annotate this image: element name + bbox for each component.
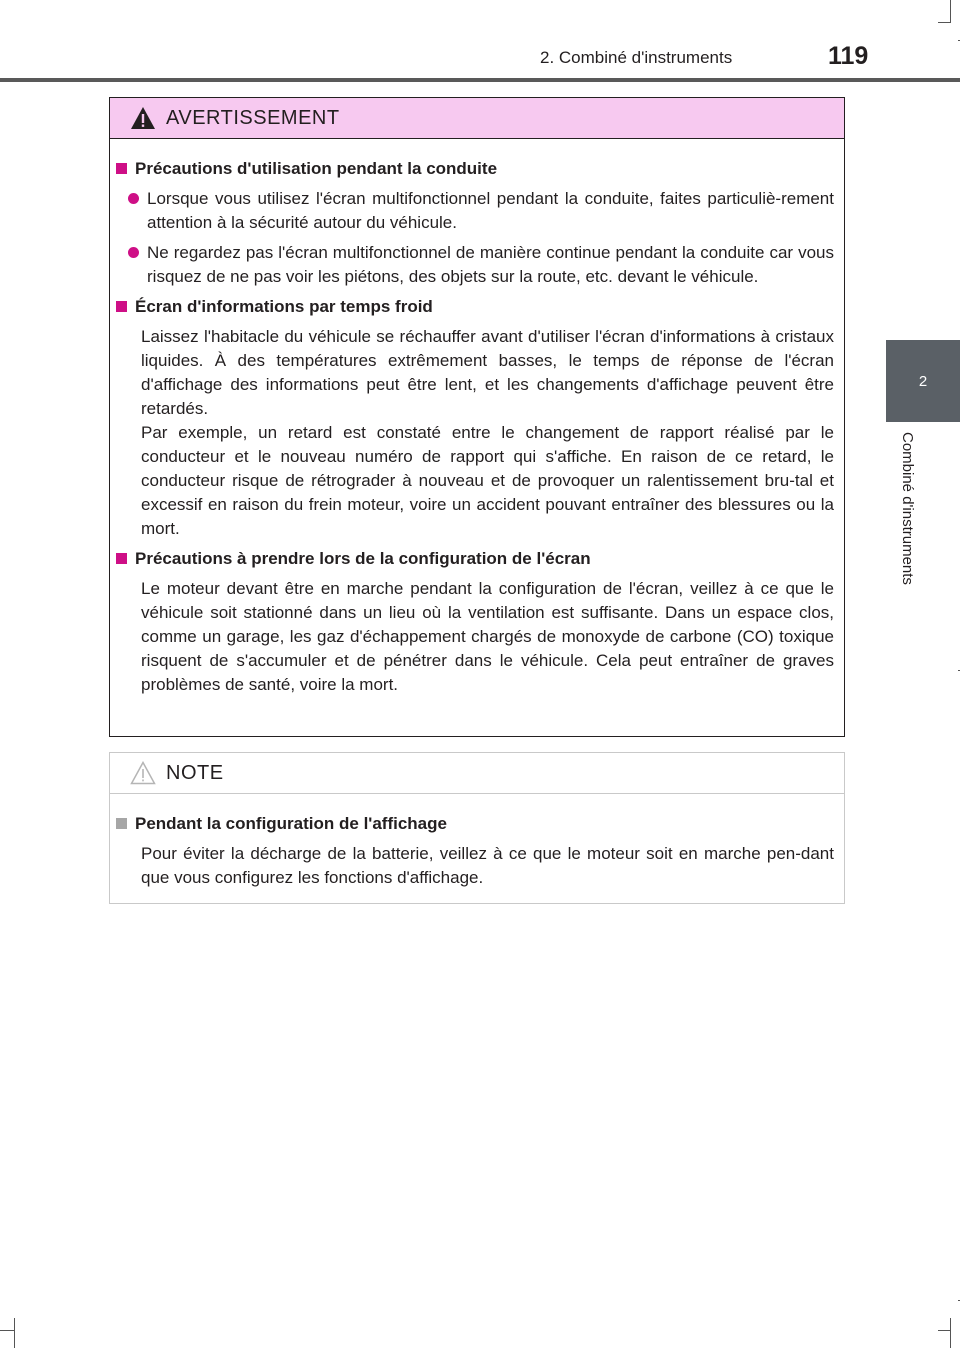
warning-content	[110, 139, 844, 697]
caution-triangle-icon	[130, 761, 156, 785]
square-bullet-icon	[116, 301, 127, 312]
header-rule	[0, 78, 960, 82]
paragraph-text: Pour éviter la décharge de la batterie, veillez à ce que le moteur soit en marche pen-dant que vous configurez les fonctions d'affichage.	[141, 844, 834, 887]
list-item-text: Ne regardez pas l'écran multifonctionnel de manière continue pendant la conduite car vous risquez de ne pas voir les piétons, des objets sur la route, etc. devant le véhicule.	[147, 243, 834, 286]
list-item	[128, 241, 834, 289]
crop-mark	[14, 1318, 15, 1348]
dot-bullet-icon	[128, 247, 139, 258]
square-bullet-icon	[116, 163, 127, 174]
warning-title: AVERTISSEMENT	[166, 106, 340, 129]
chapter-label: Combiné d'instruments	[899, 432, 916, 585]
paragraph-text: Par exemple, un retard est constaté entre le changement de rapport réalisé par le conducteur et le nouveau numéro de rapport qui s'affiche. En raison de ce retard, le conducteur risque de rétrograder à nouveau et de provoquer un ralentissement bru-tal et excessif en raison du frein moteur, voire un accident pouvant entraîner des blessures ou la mort.	[141, 423, 834, 538]
section-heading	[116, 157, 834, 181]
paragraph-text: Laissez l'habitacle du véhicule se réchauffer avant d'utiliser l'écran d'informations à cristaux liquides. À des températures extrêmement basses, le temps de réponse de l'écran d'affichage des informations peut être lent, et les changements d'affichage peuvent être retardés.	[141, 327, 834, 418]
section-heading-text: Précautions à prendre lors de la configuration de l'écran	[135, 549, 591, 568]
running-header-section: 2. Combiné d'instruments	[540, 48, 733, 67]
warning-triangle-icon	[130, 106, 156, 130]
section-heading	[116, 812, 834, 836]
chapter-tab	[886, 340, 960, 422]
section-paragraph	[141, 577, 834, 697]
note-content	[110, 794, 844, 890]
list-item	[128, 187, 834, 235]
section-heading-text: Précautions d'utilisation pendant la conduite	[135, 159, 498, 178]
note-box	[109, 752, 845, 904]
section-heading-text: Pendant la configuration de l'affichage	[135, 814, 447, 833]
section-paragraph	[141, 842, 834, 890]
list-item-text: Lorsque vous utilisez l'écran multifonctionnel pendant la conduite, faites particuliè-rement attention à la sécurité autour du véhicule.	[147, 189, 834, 232]
paragraph-text: Le moteur devant être en marche pendant la configuration de l'écran, veillez à ce que le véhicule soit stationné dans un lieu où la ventilation est suffisante. Dans un espace clos, comme un garage, les gaz d'échappement chargés de monoxyde de carbone (CO) toxique risquent de s'accumuler et de pénétrer dans le véhicule. Cela peut entraîner de graves problèmes de santé, voire la mort.	[141, 579, 834, 694]
crop-mark	[938, 22, 951, 23]
warning-header	[110, 98, 844, 139]
dot-bullet-icon	[128, 193, 139, 204]
crop-mark	[0, 1330, 14, 1331]
page-number: 119	[828, 42, 869, 70]
section-heading	[116, 295, 834, 319]
square-bullet-icon	[116, 818, 127, 829]
crop-mark	[950, 1318, 951, 1348]
section-paragraph	[141, 325, 834, 541]
note-header	[110, 753, 844, 794]
note-title: NOTE	[166, 761, 224, 784]
crop-mark	[938, 1330, 951, 1331]
square-bullet-icon	[116, 553, 127, 564]
crop-mark	[950, 0, 951, 22]
section-heading-text: Écran d'informations par temps froid	[135, 297, 433, 316]
warning-box	[109, 97, 845, 737]
chapter-number: 2	[918, 372, 928, 390]
section-heading	[116, 547, 834, 571]
